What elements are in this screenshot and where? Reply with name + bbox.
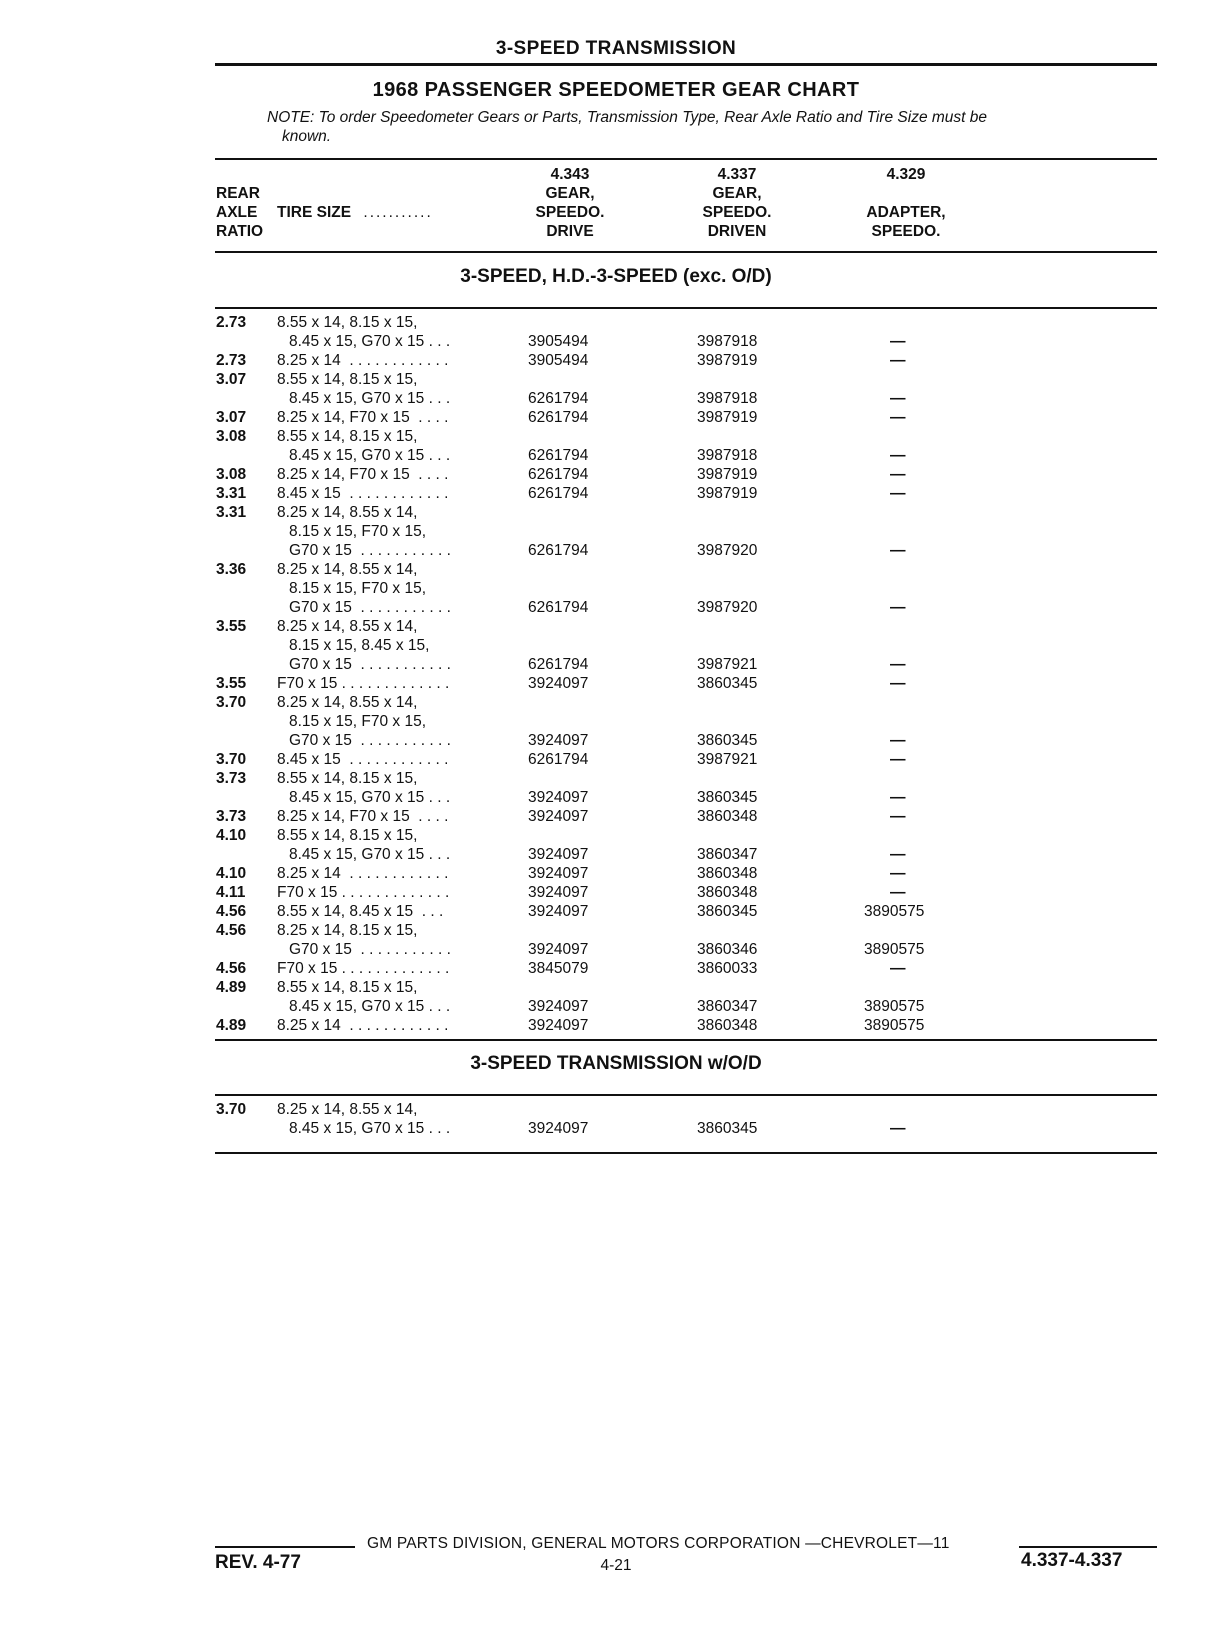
table-row: [0, 959, 1232, 978]
drive-gear-part: 6261794: [528, 542, 589, 559]
footer-rule-left: [215, 1546, 355, 1548]
driven-gear-part: 3987921: [697, 751, 758, 768]
drive-line-4: DRIVE: [546, 223, 594, 240]
tire-size: 8.45 x 15, G70 x 15 . . .: [289, 447, 451, 464]
axle-ratio: 4.56: [216, 960, 247, 977]
table-row: [0, 693, 1232, 750]
group-1-rule: [215, 307, 1157, 309]
driven-gear-part: 3860347: [697, 846, 758, 863]
tire-size: G70 x 15 . . . . . . . . . . .: [289, 656, 451, 673]
row-line: [0, 351, 1232, 370]
axle-ratio: 4.56: [216, 922, 247, 939]
driven-gear-part: 3860348: [697, 865, 758, 882]
driven-gear-part: 3860345: [697, 903, 758, 920]
row-line: [0, 921, 1232, 940]
drive-gear-part: 3924097: [528, 903, 589, 920]
tire-size: 8.45 x 15, G70 x 15 . . .: [289, 998, 451, 1015]
axle-ratio: 4.89: [216, 1017, 247, 1034]
tire-size: 8.45 x 15, G70 x 15 . . .: [289, 1120, 451, 1137]
row-line: [0, 1016, 1232, 1035]
adapter-part: —: [890, 542, 906, 559]
tire-size: 8.55 x 14, 8.15 x 15,: [277, 827, 418, 844]
order-note: [267, 108, 1147, 146]
driven-gear-part: 3987919: [697, 409, 758, 426]
adapter-part: —: [890, 1120, 906, 1137]
row-line: [0, 465, 1232, 484]
table-row: [0, 902, 1232, 921]
axle-ratio: 3.73: [216, 808, 247, 825]
row-line: [0, 332, 1232, 351]
tire-size: 8.25 x 14, 8.55 x 14,: [277, 504, 418, 521]
note-line-1: NOTE: To order Speedometer Gears or Parts, Transmission Type, Rear Axle Ratio and Tire Size must be: [267, 109, 988, 126]
tire-size: 8.45 x 15, G70 x 15 . . .: [289, 333, 451, 350]
axle-ratio: 4.10: [216, 865, 247, 882]
driven-gear-column-header: [677, 165, 797, 241]
axle-ratio: 3.55: [216, 618, 247, 635]
row-line: [0, 503, 1232, 522]
group-1-rows: [0, 313, 1232, 1035]
tire-size: 8.25 x 14, 8.55 x 14,: [277, 561, 418, 578]
adapter-code: 4.329: [886, 166, 926, 183]
group-2-end-rule: [215, 1152, 1157, 1154]
drive-gear-part: 3924097: [528, 846, 589, 863]
row-line: [0, 940, 1232, 959]
tire-size: 8.25 x 14 . . . . . . . . . . . .: [277, 1017, 449, 1034]
drive-line-2: GEAR,: [545, 185, 595, 202]
revision-date: REV. 4-77: [215, 1552, 301, 1573]
drive-gear-part: 6261794: [528, 466, 589, 483]
tire-size: 8.25 x 14, F70 x 15 . . . .: [277, 466, 449, 483]
driven-gear-part: 3860347: [697, 998, 758, 1015]
driven-line-2: GEAR,: [712, 185, 762, 202]
adapter-part: —: [890, 466, 906, 483]
group-title-overdrive: 3-SPEED TRANSMISSION w/O/D: [470, 1053, 762, 1074]
drive-gear-part: 3905494: [528, 333, 589, 350]
adapter-part: 3890575: [864, 998, 925, 1015]
driven-gear-part: 3860348: [697, 884, 758, 901]
row-line: [0, 522, 1232, 541]
table-row: [0, 807, 1232, 826]
driven-gear-part: 3860345: [697, 1120, 758, 1137]
tire-size: 8.25 x 14 . . . . . . . . . . . .: [277, 352, 449, 369]
adapter-part: —: [890, 675, 906, 692]
tire-size: 8.45 x 15, G70 x 15 . . .: [289, 789, 451, 806]
group-2-rows: [0, 1100, 1232, 1138]
tire-size: 8.55 x 14, 8.15 x 15,: [277, 314, 418, 331]
tire-size: 8.15 x 15, 8.45 x 15,: [289, 637, 430, 654]
driven-gear-part: 3860033: [697, 960, 758, 977]
tire-size: 8.15 x 15, F70 x 15,: [289, 523, 427, 540]
row-line: [0, 484, 1232, 503]
driven-gear-part: 3987920: [697, 542, 758, 559]
adapter-part: —: [890, 485, 906, 502]
page-number: 4-21: [600, 1557, 632, 1574]
table-row: [0, 1100, 1232, 1138]
axle-ratio: 3.08: [216, 466, 247, 483]
tire-size: 8.25 x 14 . . . . . . . . . . . .: [277, 865, 449, 882]
drive-gear-part: 3924097: [528, 884, 589, 901]
driven-gear-part: 3860348: [697, 808, 758, 825]
row-line: [0, 845, 1232, 864]
group-title-standard: 3-SPEED, H.D.-3-SPEED (exc. O/D): [460, 266, 772, 287]
drive-gear-part: 6261794: [528, 447, 589, 464]
adapter-part: —: [890, 865, 906, 882]
tire-size: 8.55 x 14, 8.15 x 15,: [277, 770, 418, 787]
axle-ratio: 2.73: [216, 352, 247, 369]
tire-size: 8.25 x 14, 8.55 x 14,: [277, 1101, 418, 1118]
adapter-part: 3890575: [864, 941, 925, 958]
row-line: [0, 636, 1232, 655]
tire-size: 8.25 x 14, F70 x 15 . . . .: [277, 409, 449, 426]
drive-gear-part: 3924097: [528, 789, 589, 806]
tire-size: 8.15 x 15, F70 x 15,: [289, 713, 427, 730]
rear-label: REAR: [216, 185, 260, 202]
drive-gear-part: 6261794: [528, 390, 589, 407]
adapter-line-2: [846, 184, 966, 203]
row-line: [0, 1119, 1232, 1138]
row-line: [0, 978, 1232, 997]
axle-label: AXLE: [216, 204, 258, 221]
row-line: [0, 427, 1232, 446]
adapter-part: —: [890, 409, 906, 426]
adapter-column-header: [846, 165, 966, 241]
driven-gear-part: 3860345: [697, 732, 758, 749]
tire-size: 8.25 x 14, F70 x 15 . . . .: [277, 808, 449, 825]
row-line: [0, 750, 1232, 769]
ratio-column-header: [216, 184, 263, 241]
drive-gear-part: 3924097: [528, 941, 589, 958]
row-line: [0, 693, 1232, 712]
adapter-part: —: [890, 808, 906, 825]
table-row: [0, 560, 1232, 617]
row-line: [0, 674, 1232, 693]
tire-size-column-header: [277, 203, 433, 222]
tire-size: 8.55 x 14, 8.15 x 15,: [277, 371, 418, 388]
row-line: [0, 788, 1232, 807]
group-2-rule: [215, 1094, 1157, 1096]
row-line: [0, 864, 1232, 883]
drive-gear-part: 3924097: [528, 1120, 589, 1137]
tire-size: F70 x 15 . . . . . . . . . . . . .: [277, 960, 450, 977]
drive-gear-part: 6261794: [528, 656, 589, 673]
table-row: [0, 427, 1232, 465]
row-line: [0, 807, 1232, 826]
row-line: [0, 541, 1232, 560]
row-line: [0, 408, 1232, 427]
footer-rule-right: [1019, 1546, 1157, 1548]
adapter-part: —: [890, 884, 906, 901]
driven-gear-part: 3860346: [697, 941, 758, 958]
adapter-line-3: ADAPTER,: [866, 204, 946, 221]
table-row: [0, 408, 1232, 427]
row-line: [0, 731, 1232, 750]
table-row: [0, 484, 1232, 503]
table-row: [0, 769, 1232, 807]
tire-size-leader: ...........: [363, 204, 433, 221]
row-line: [0, 1100, 1232, 1119]
drive-line-3: SPEEDO.: [535, 204, 605, 221]
row-line: [0, 997, 1232, 1016]
drive-gear-part: 6261794: [528, 409, 589, 426]
axle-ratio: 3.36: [216, 561, 247, 578]
tire-size: F70 x 15 . . . . . . . . . . . . .: [277, 675, 450, 692]
tire-size-label: TIRE SIZE: [277, 204, 352, 221]
adapter-part: —: [890, 447, 906, 464]
table-row: [0, 370, 1232, 408]
driven-gear-part: 3860345: [697, 675, 758, 692]
tire-size: F70 x 15 . . . . . . . . . . . . .: [277, 884, 450, 901]
drive-gear-part: 3845079: [528, 960, 589, 977]
axle-ratio: 3.70: [216, 694, 247, 711]
row-line: [0, 883, 1232, 902]
drive-gear-part: 3924097: [528, 675, 589, 692]
adapter-part: —: [890, 352, 906, 369]
drive-gear-part: 3905494: [528, 352, 589, 369]
tire-size: 8.15 x 15, F70 x 15,: [289, 580, 427, 597]
table-row: [0, 617, 1232, 674]
axle-ratio: 4.56: [216, 903, 247, 920]
drive-code: 4.343: [550, 166, 590, 183]
adapter-part: —: [890, 390, 906, 407]
drive-gear-part: 3924097: [528, 1017, 589, 1034]
axle-ratio: 3.31: [216, 485, 247, 502]
drive-gear-part: 3924097: [528, 808, 589, 825]
axle-ratio: 4.11: [216, 884, 246, 901]
driven-gear-part: 3987919: [697, 352, 758, 369]
driven-gear-part: 3987918: [697, 333, 758, 350]
tire-size: 8.45 x 15, G70 x 15 . . .: [289, 390, 451, 407]
table-row: [0, 351, 1232, 370]
axle-ratio: 4.10: [216, 827, 247, 844]
adapter-part: —: [890, 599, 906, 616]
tire-size: G70 x 15 . . . . . . . . . . .: [289, 732, 451, 749]
row-line: [0, 617, 1232, 636]
table-row: [0, 883, 1232, 902]
adapter-part: —: [890, 333, 906, 350]
footer-corporation: GM PARTS DIVISION, GENERAL MOTORS CORPORATION —CHEVROLET—11: [367, 1535, 950, 1552]
drive-gear-part: 3924097: [528, 865, 589, 882]
tire-size: 8.25 x 14, 8.55 x 14,: [277, 694, 418, 711]
top-rule: [215, 63, 1157, 66]
table-row: [0, 921, 1232, 959]
tire-size: 8.25 x 14, 8.55 x 14,: [277, 618, 418, 635]
row-line: [0, 313, 1232, 332]
driven-gear-part: 3987919: [697, 485, 758, 502]
driven-gear-part: 3987921: [697, 656, 758, 673]
driven-gear-part: 3987920: [697, 599, 758, 616]
drive-gear-column-header: [510, 165, 630, 241]
tire-size: G70 x 15 . . . . . . . . . . .: [289, 599, 451, 616]
table-row: [0, 465, 1232, 484]
adapter-part: —: [890, 732, 906, 749]
drive-gear-part: 6261794: [528, 599, 589, 616]
adapter-part: 3890575: [864, 903, 925, 920]
adapter-part: —: [890, 656, 906, 673]
tire-size: G70 x 15 . . . . . . . . . . .: [289, 941, 451, 958]
row-line: [0, 769, 1232, 788]
driven-gear-part: 3860348: [697, 1017, 758, 1034]
driven-gear-part: 3987918: [697, 447, 758, 464]
axle-ratio: 3.31: [216, 504, 247, 521]
row-line: [0, 902, 1232, 921]
tire-size: 8.45 x 15 . . . . . . . . . . . .: [277, 485, 449, 502]
driven-line-3: SPEEDO.: [702, 204, 772, 221]
axle-ratio: 3.70: [216, 751, 247, 768]
row-line: [0, 446, 1232, 465]
axle-ratio: 3.07: [216, 371, 247, 388]
axle-ratio: 2.73: [216, 314, 247, 331]
row-line: [0, 655, 1232, 674]
tire-size: 8.25 x 14, 8.15 x 15,: [277, 922, 418, 939]
ratio-label: RATIO: [216, 223, 264, 240]
drive-gear-part: 6261794: [528, 751, 589, 768]
row-line: [0, 389, 1232, 408]
adapter-line-4: SPEEDO.: [871, 223, 941, 240]
reference-code: 4.337-4.337: [1021, 1550, 1123, 1571]
row-line: [0, 560, 1232, 579]
axle-ratio: 3.08: [216, 428, 247, 445]
table-row: [0, 674, 1232, 693]
table-row: [0, 313, 1232, 351]
drive-gear-part: 6261794: [528, 485, 589, 502]
group-1-end-rule: [215, 1039, 1157, 1041]
driven-gear-part: 3987918: [697, 390, 758, 407]
table-row: [0, 1016, 1232, 1035]
adapter-part: —: [890, 789, 906, 806]
header-rule-bottom: [215, 251, 1157, 253]
row-line: [0, 598, 1232, 617]
table-row: [0, 503, 1232, 560]
adapter-part: —: [890, 751, 906, 768]
row-line: [0, 826, 1232, 845]
axle-ratio: 3.73: [216, 770, 247, 787]
drive-gear-part: 3924097: [528, 998, 589, 1015]
tire-size: 8.55 x 14, 8.15 x 15,: [277, 428, 418, 445]
row-line: [0, 959, 1232, 978]
driven-line-4: DRIVEN: [707, 223, 767, 240]
adapter-part: 3890575: [864, 1017, 925, 1034]
tire-size: 8.45 x 15, G70 x 15 . . .: [289, 846, 451, 863]
section-title: 3-SPEED TRANSMISSION: [495, 38, 737, 59]
table-row: [0, 864, 1232, 883]
tire-size: 8.55 x 14, 8.45 x 15 . . .: [277, 903, 444, 920]
header-rule-top: [215, 158, 1157, 160]
driven-code: 4.337: [717, 166, 757, 183]
axle-ratio: 3.07: [216, 409, 247, 426]
driven-gear-part: 3860345: [697, 789, 758, 806]
driven-gear-part: 3987919: [697, 466, 758, 483]
axle-ratio: 3.70: [216, 1101, 247, 1118]
row-line: [0, 370, 1232, 389]
table-row: [0, 826, 1232, 864]
tire-size: 8.45 x 15 . . . . . . . . . . . .: [277, 751, 449, 768]
row-line: [0, 579, 1232, 598]
tire-size: G70 x 15 . . . . . . . . . . .: [289, 542, 451, 559]
axle-ratio: 4.89: [216, 979, 247, 996]
drive-gear-part: 3924097: [528, 732, 589, 749]
table-row: [0, 978, 1232, 1016]
row-line: [0, 712, 1232, 731]
adapter-part: —: [890, 960, 906, 977]
note-line-2: known.: [282, 128, 332, 145]
tire-size: 8.55 x 14, 8.15 x 15,: [277, 979, 418, 996]
table-row: [0, 750, 1232, 769]
adapter-part: —: [890, 846, 906, 863]
chart-title: 1968 PASSENGER SPEEDOMETER GEAR CHART: [372, 79, 860, 101]
axle-ratio: 3.55: [216, 675, 247, 692]
